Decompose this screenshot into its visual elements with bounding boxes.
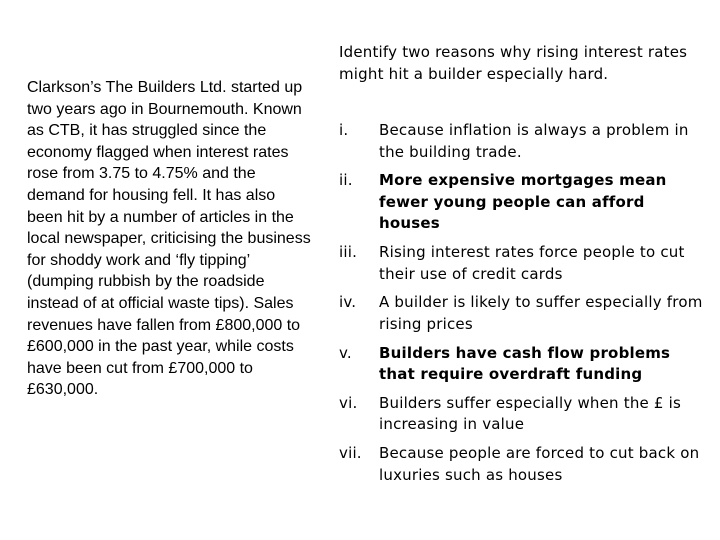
- option-number: iv.: [339, 293, 357, 312]
- case-study-text: Clarkson’s The Builders Ltd. started up two years ago in Bournemouth. Known as CTB, it has struggled since the economy flagged when interest rates rose from 3.75 to 4.75% and the demand for housing fell. It has also been hit by a number of articles in the local newspaper, criticising the business for shoddy work and ‘fly tipping’ (dumping rubbish by the roadside instead of at official waste tips). Sales revenues have fallen from £800,000 to £600,000 in the past year, while costs have been cut from £700,000 to £630,000.: [27, 79, 311, 399]
- option-text: Because people are forced to cut back on luxuries such as houses: [379, 444, 700, 484]
- option-vi: [339, 393, 709, 436]
- option-text: Builders suffer especially when the £ is increasing in value: [379, 393, 682, 434]
- option-i: [339, 120, 709, 163]
- option-v: [339, 343, 709, 386]
- option-text: Because inflation is always a problem in the building trade.: [379, 121, 689, 161]
- option-number: v.: [339, 343, 352, 362]
- option-number: vii.: [339, 444, 362, 463]
- option-text: Rising interest rates force people to cut their use of credit cards: [379, 243, 685, 283]
- option-iii: [339, 242, 709, 285]
- question-text: Identify two reasons why rising interest rates might hit a builder especially hard.: [339, 43, 688, 83]
- option-text: More expensive mortgages mean fewer young people can afford houses: [379, 171, 667, 233]
- option-ii: [339, 170, 709, 235]
- option-text: A builder is likely to suffer especially from rising prices: [379, 293, 703, 333]
- option-number: ii.: [339, 171, 353, 190]
- option-number: i.: [339, 121, 349, 139]
- option-number: iii.: [339, 243, 358, 262]
- answer-options-list: [339, 120, 709, 494]
- option-number: vi.: [339, 393, 358, 412]
- option-iv: [339, 292, 709, 335]
- option-vii: [339, 443, 709, 486]
- option-text: Builders have cash flow problems that require overdraft funding: [379, 343, 671, 384]
